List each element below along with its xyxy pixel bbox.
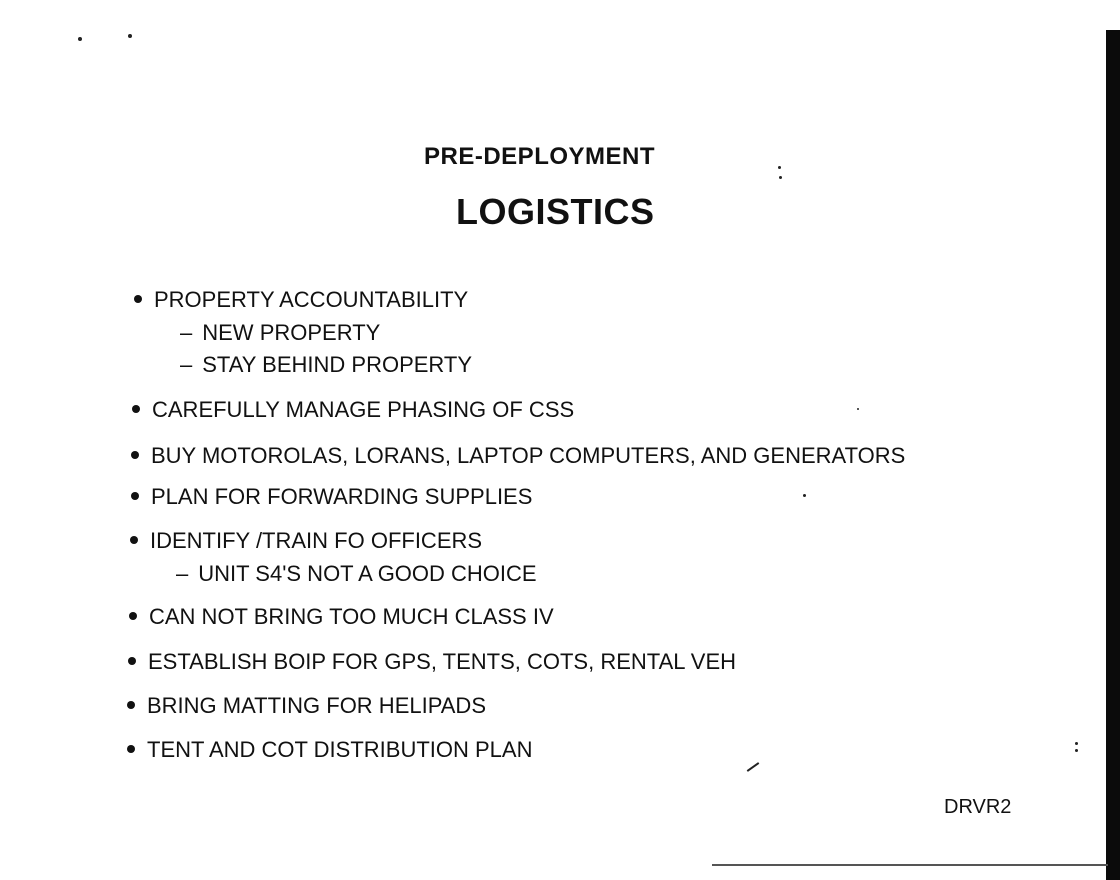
bullet-text: PLAN FOR FORWARDING SUPPLIES [151,484,533,509]
scan-edge-right [1106,30,1120,880]
bullet-dot-icon [130,536,138,544]
scan-speck [803,494,806,497]
scan-speck [778,166,781,169]
scan-pen-mark [747,762,760,772]
bullet-text: CAREFULLY MANAGE PHASING OF CSS [152,397,575,422]
bullet-text: PROPERTY ACCOUNTABILITY [154,287,469,312]
sub-item [180,320,380,346]
bullet-item [132,397,574,423]
bullet-item [127,693,486,719]
sub-item [180,352,472,378]
sub-item-text: UNIT S4'S NOT A GOOD CHOICE [198,561,537,586]
bullet-item [129,604,554,630]
dash-icon: – [180,352,193,377]
bullet-dot-icon [131,492,139,500]
scan-speck [857,408,859,410]
bullet-item [131,443,905,469]
bullet-item [131,484,532,510]
bullet-text: ESTABLISH BOIP FOR GPS, TENTS, COTS, RENTAL VEH [148,649,737,674]
slide-subtitle: PRE-DEPLOYMENT [424,143,656,170]
scan-edge-bottom [712,864,1108,866]
scan-speck [1075,749,1078,752]
bullet-item [128,649,736,675]
sub-item [176,561,537,587]
bullet-text: TENT AND COT DISTRIBUTION PLAN [147,737,533,762]
bullet-dot-icon [128,657,136,665]
slide-code: DRVR2 [944,796,1012,818]
scan-speck [78,37,82,41]
bullet-dot-icon [129,612,137,620]
bullet-item [130,528,482,554]
scan-speck [1075,742,1078,745]
scan-speck [128,34,132,38]
bullet-dot-icon [131,451,139,459]
bullet-text: CAN NOT BRING TOO MUCH CLASS IV [149,604,554,629]
dash-icon: – [176,561,189,586]
sub-item-text: STAY BEHIND PROPERTY [202,352,473,377]
bullet-dot-icon [127,745,135,753]
scan-speck [779,176,782,179]
dash-icon: – [180,320,193,345]
bullet-dot-icon [127,701,135,709]
bullet-item [134,287,468,313]
bullet-text: BUY MOTOROLAS, LORANS, LAPTOP COMPUTERS, AND GENERATORS [151,443,906,468]
bullet-text: BRING MATTING FOR HELIPADS [147,693,486,718]
bullet-text: IDENTIFY /TRAIN FO OFFICERS [150,528,483,553]
bullet-dot-icon [134,295,142,303]
bullet-item [127,737,532,763]
sub-item-text: NEW PROPERTY [202,320,381,345]
slide-title: LOGISTICS [456,191,655,232]
bullet-dot-icon [132,405,140,413]
